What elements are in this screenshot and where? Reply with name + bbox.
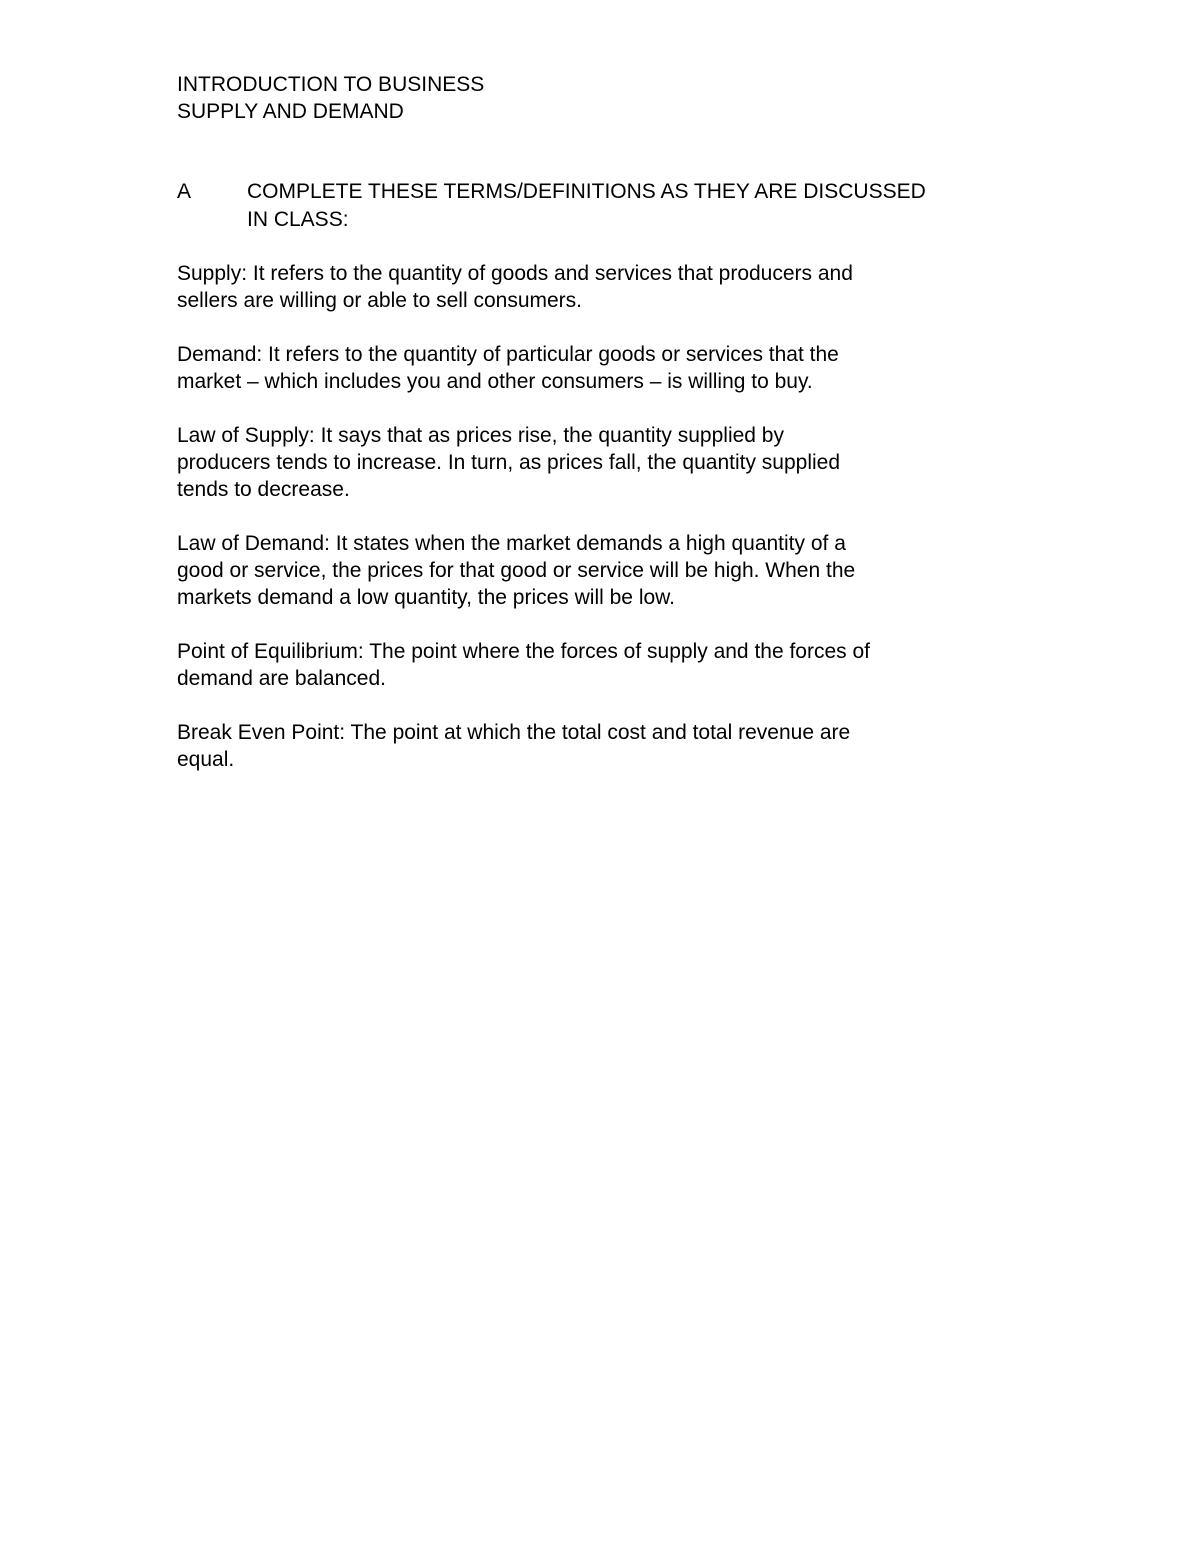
course-title: INTRODUCTION TO BUSINESS [177,73,485,96]
term-line: sellers are willing or able to sell consumers. [177,289,582,312]
term-line: Break Even Point: The point at which the total cost and total revenue are [177,721,851,744]
term-line: markets demand a low quantity, the prices will be low. [177,586,676,609]
term-line: Law of Supply: It says that as prices rise, the quantity supplied by [177,424,784,447]
term-line: Law of Demand: It states when the market demands a high quantity of a [177,532,846,555]
term-law-of-supply [177,422,1037,503]
terms-list [177,260,1037,800]
term-supply [177,260,1037,314]
term-point-of-equilibrium [177,638,1037,692]
term-line: equal. [177,748,235,771]
section-instruction [247,178,1037,234]
term-line: market – which includes you and other consumers – is willing to buy. [177,370,813,393]
term-demand [177,341,1037,395]
document-header [177,71,1037,125]
term-line: demand are balanced. [177,667,386,690]
term-line: Demand: It refers to the quantity of particular goods or services that the [177,343,839,366]
term-break-even-point [177,719,1037,773]
term-line: Supply: It refers to the quantity of goods and services that producers and [177,262,853,285]
term-line: Point of Equilibrium: The point where the forces of supply and the forces of [177,640,870,663]
term-line: good or service, the prices for that good or service will be high. When the [177,559,856,582]
term-line: producers tends to increase. In turn, as prices fall, the quantity supplied [177,451,841,474]
topic-title: SUPPLY AND DEMAND [177,100,404,123]
term-law-of-demand [177,530,1037,611]
instruction-line: COMPLETE THESE TERMS/DEFINITIONS AS THEY ARE DISCUSSED [247,180,926,203]
term-line: tends to decrease. [177,478,350,501]
section-letter: A [177,180,192,203]
instruction-line: IN CLASS: [247,208,349,231]
